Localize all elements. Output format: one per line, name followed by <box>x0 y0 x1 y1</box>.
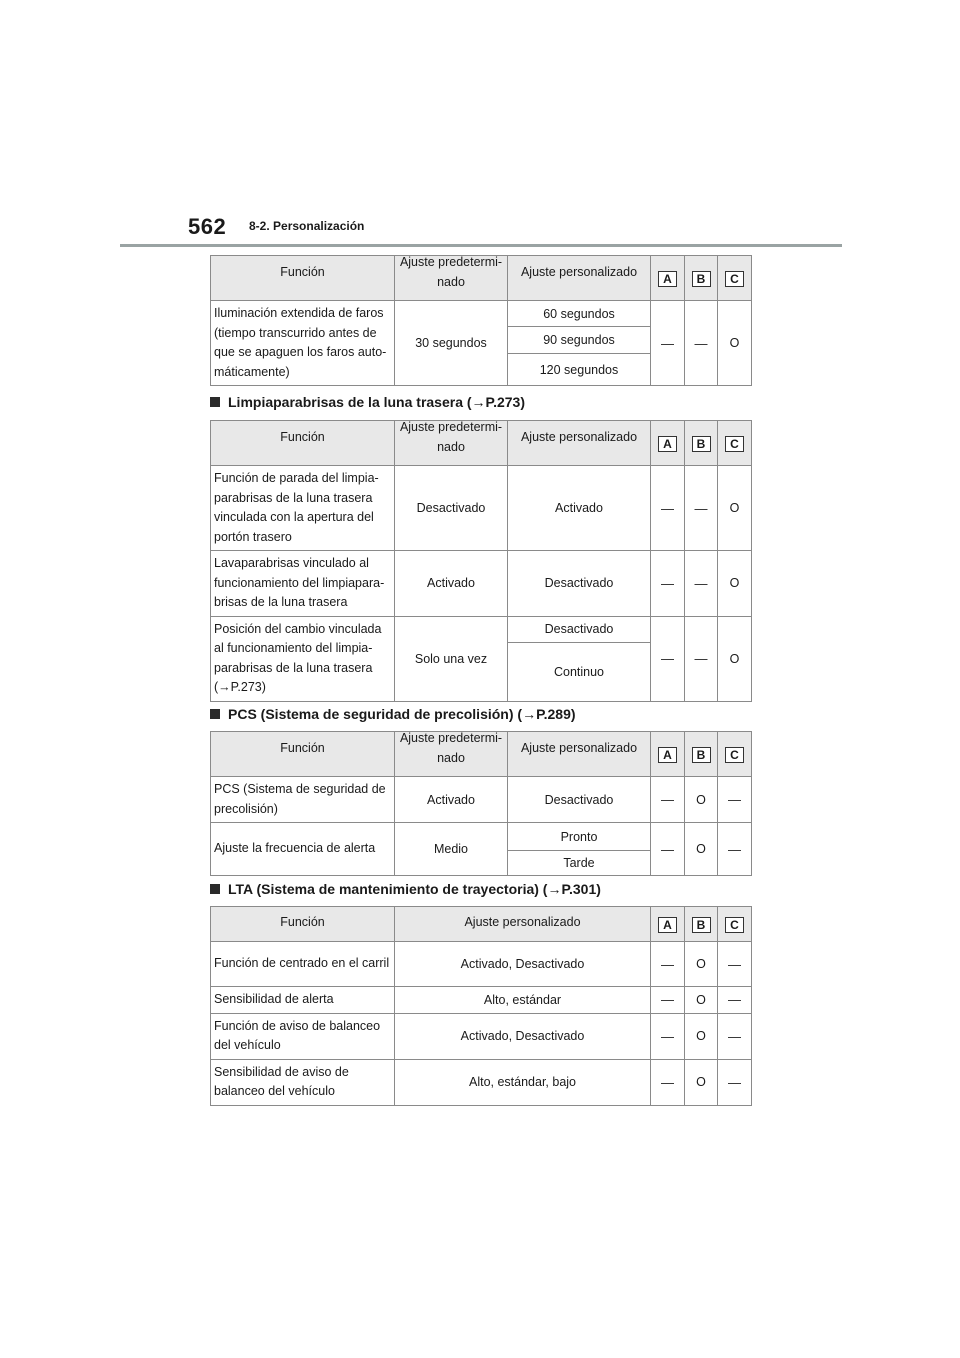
col-header-c: C <box>718 421 752 466</box>
table-cell-custom: Activado, Desactivado <box>395 1013 651 1059</box>
table-cell-b: — <box>685 466 718 551</box>
table-cell-a: — <box>651 942 685 987</box>
table-cell-c: — <box>718 1013 752 1059</box>
col-header-funcion: Función <box>211 256 395 301</box>
table-rear-wiper <box>210 420 752 702</box>
table-cell-c: — <box>718 1059 752 1105</box>
table-cell-c: — <box>718 823 752 876</box>
table-cell-option: Tarde <box>508 851 651 876</box>
table-cell-c: — <box>718 987 752 1014</box>
table-cell-option: 120 segundos <box>508 354 651 386</box>
col-header-b: B <box>685 907 718 942</box>
page-number: 562 <box>188 214 227 239</box>
section-heading-pcs: PCS (Sistema de seguridad de precolisión) (→P.289) <box>210 706 576 722</box>
table-cell-a: — <box>651 616 685 701</box>
table-cell-a: — <box>651 823 685 876</box>
col-header-custom: Ajuste personalizado <box>508 256 651 301</box>
table-cell-option: Continuo <box>508 642 651 701</box>
col-header-funcion: Función <box>211 907 395 942</box>
table-cell-a: — <box>651 777 685 823</box>
table-cell-default: Activado <box>395 551 508 617</box>
bullet-square-icon <box>210 884 220 894</box>
table-cell-a: — <box>651 466 685 551</box>
table-cell-option: Desactivado <box>508 616 651 642</box>
section-title: 8-2. Personalización <box>249 219 365 233</box>
header-divider <box>120 244 842 247</box>
table-cell-func: Ajuste la frecuencia de alerta <box>211 823 395 876</box>
table-cell-custom: Alto, estándar <box>395 987 651 1014</box>
table-cell-c: — <box>718 942 752 987</box>
col-header-c: C <box>718 732 752 777</box>
table-cell-c: O <box>718 301 752 386</box>
table-cell-custom: Alto, estándar, bajo <box>395 1059 651 1105</box>
section-heading-rear-wiper: Limpiaparabrisas de la luna trasera (→P.273) <box>210 394 525 410</box>
table-cell-b: O <box>685 942 718 987</box>
col-header-b: B <box>685 256 718 301</box>
table-cell-c: O <box>718 616 752 701</box>
table-cell-func: Sensibilidad de aviso de balanceo del vehículo <box>211 1059 395 1105</box>
bullet-square-icon <box>210 709 220 719</box>
table-cell-default: 30 segundos <box>395 301 508 386</box>
table-cell-func: PCS (Sistema de seguridad de precolisión) <box>211 777 395 823</box>
table-cell-a: — <box>651 987 685 1014</box>
table-cell-custom: Activado <box>508 466 651 551</box>
table-pcs <box>210 731 752 876</box>
table-cell-a: — <box>651 1059 685 1105</box>
col-header-b: B <box>685 732 718 777</box>
col-header-custom: Ajuste personalizado <box>395 907 651 942</box>
table-cell-func: Iluminación extendida de faros (tiempo transcurrido antes de que se apaguen los faros auto-máticamente) <box>211 301 395 386</box>
table-cell-default: Desactivado <box>395 466 508 551</box>
table-cell-c: O <box>718 466 752 551</box>
table-cell-custom: Desactivado <box>508 777 651 823</box>
col-header-default: Ajuste predetermi- nado <box>395 421 508 466</box>
table-cell-b: O <box>685 1013 718 1059</box>
col-header-a: A <box>651 732 685 777</box>
table-cell-a: — <box>651 1013 685 1059</box>
col-header-a: A <box>651 256 685 301</box>
col-header-default: Ajuste predetermi- nado <box>395 732 508 777</box>
table-cell-func: Función de parada del limpia-parabrisas de la luna trasera vinculada con la apertura del portón trasero <box>211 466 395 551</box>
table-cell-func: Posición del cambio vinculada al funcionamiento del limpia-parabrisas de la luna trasera (→P.273) <box>211 616 395 701</box>
section-heading-lta: LTA (Sistema de mantenimiento de trayectoria) (→P.301) <box>210 881 601 897</box>
table-cell-b: O <box>685 777 718 823</box>
col-header-b: B <box>685 421 718 466</box>
table-cell-b: — <box>685 616 718 701</box>
table-headlight-illumination <box>210 255 752 386</box>
table-cell-c: O <box>718 551 752 617</box>
bullet-square-icon <box>210 397 220 407</box>
table-lta <box>210 906 752 1106</box>
table-cell-option: 90 segundos <box>508 327 651 354</box>
table-cell-default: Solo una vez <box>395 616 508 701</box>
table-cell-option: Pronto <box>508 823 651 851</box>
col-header-c: C <box>718 907 752 942</box>
table-cell-c: — <box>718 777 752 823</box>
col-header-funcion: Función <box>211 732 395 777</box>
col-header-a: A <box>651 907 685 942</box>
table-cell-b: — <box>685 551 718 617</box>
table-cell-func: Sensibilidad de alerta <box>211 987 395 1014</box>
col-header-custom: Ajuste personalizado <box>508 421 651 466</box>
table-cell-custom: Activado, Desactivado <box>395 942 651 987</box>
table-cell-a: — <box>651 551 685 617</box>
col-header-funcion: Función <box>211 421 395 466</box>
table-cell-default: Medio <box>395 823 508 876</box>
table-cell-b: O <box>685 987 718 1014</box>
col-header-c: C <box>718 256 752 301</box>
table-cell-b: — <box>685 301 718 386</box>
table-cell-func: Lavaparabrisas vinculado al funcionamiento del limpiapara-brisas de la luna trasera <box>211 551 395 617</box>
col-header-default: Ajuste predetermi- nado <box>395 256 508 301</box>
table-cell-func: Función de aviso de balanceo del vehículo <box>211 1013 395 1059</box>
col-header-custom: Ajuste personalizado <box>508 732 651 777</box>
table-cell-custom: Desactivado <box>508 551 651 617</box>
table-cell-default: Activado <box>395 777 508 823</box>
table-cell-b: O <box>685 1059 718 1105</box>
table-cell-option: 60 segundos <box>508 301 651 327</box>
table-cell-func: Función de centrado en el carril <box>211 942 395 987</box>
table-cell-a: — <box>651 301 685 386</box>
table-cell-b: O <box>685 823 718 876</box>
col-header-a: A <box>651 421 685 466</box>
